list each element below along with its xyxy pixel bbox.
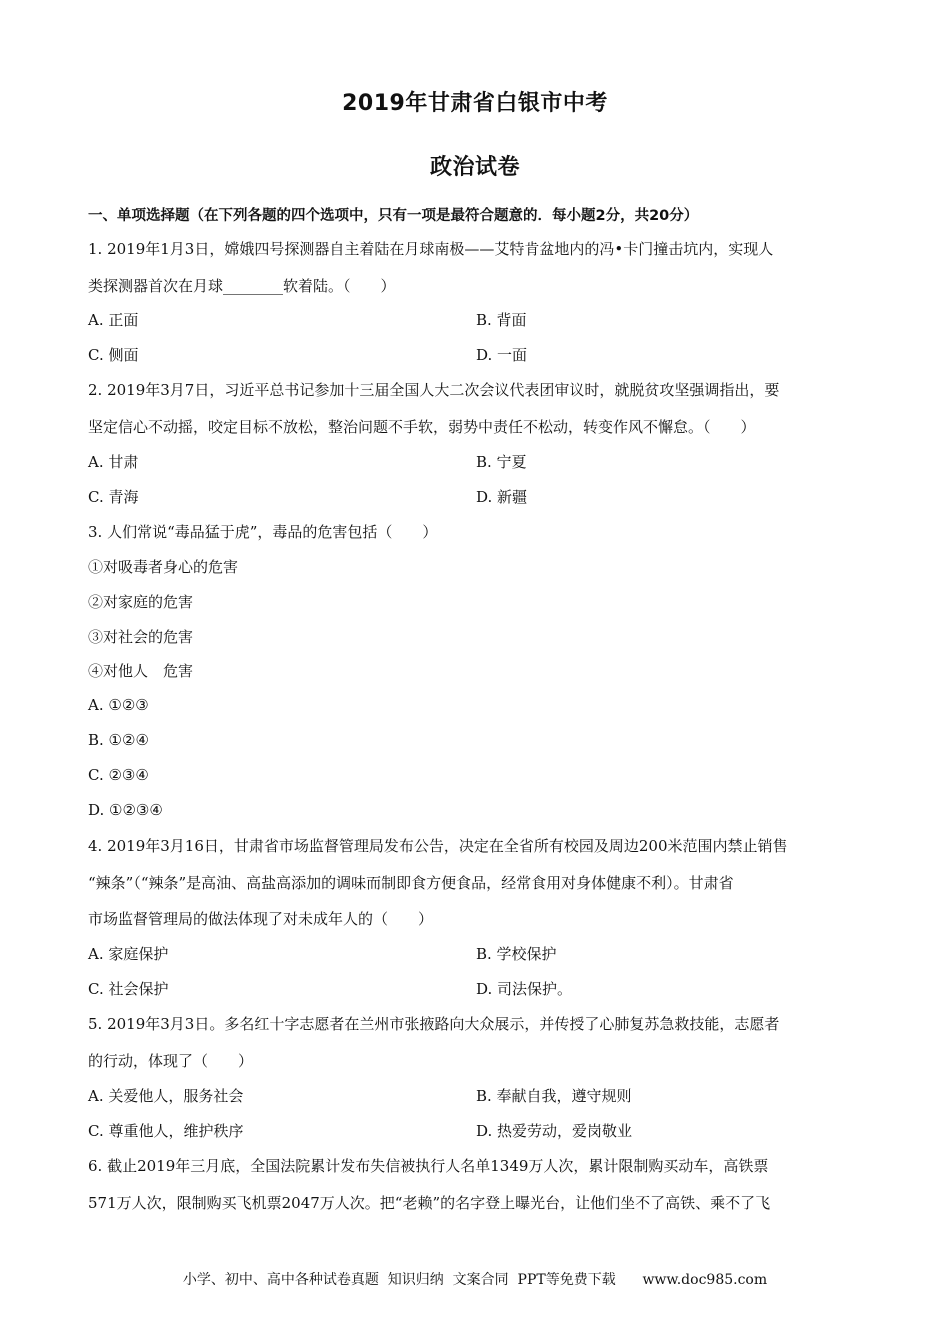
q4-text-line1: 4. 2019年3月16日，甘肃省市场监督管理局发布公告，决定在全省所有校园及周边200米范围内禁止销售 [88, 837, 788, 855]
q5-text-line1: 5. 2019年3月3日。多名红十字志愿者在兰州市张掖路向大众展示，并传授了心肺复苏急救技能，志愿者 [88, 1015, 780, 1033]
q6-text-line1: 6. 截止2019年三月底，全国法院累计发布失信被执行人名单1349万人次，累计限制购买动车，高铁票 [88, 1157, 769, 1175]
q3-item-1: ①对吸毒者身心的危害 [88, 558, 239, 576]
section-heading: 一、单项选择题（在下列各题的四个选项中，只有一项是最符合题意的．每小题2分，共20分） [88, 208, 699, 224]
q3-option-b: B. ①②④ [88, 731, 149, 749]
q3-text-line1: 3. 人们常说“毒品猛于虎”，毒品的危害包括（ ） [88, 523, 438, 541]
page-footer: 小学、初中、高中各种试卷真题 知识归纳 文案合同 PPT等免费下载 www.doc985.com [182, 1272, 768, 1288]
q4-option-b: B. 学校保护 [476, 945, 557, 963]
q2-option-b: B. 宁夏 [476, 453, 527, 471]
q1-option-a: A. 正面 [88, 311, 139, 329]
q3-option-a: A. ①②③ [88, 696, 149, 714]
q3-item-3: ③对社会的危害 [88, 628, 194, 646]
q4-option-c: C. 社会保护 [88, 980, 169, 998]
q1-option-b: B. 背面 [476, 311, 527, 329]
q4-text-line3: 市场监督管理局的做法体现了对未成年人的（ ） [88, 910, 434, 928]
q2-option-d: D. 新疆 [476, 488, 528, 506]
q3-option-d: D. ①②③④ [88, 801, 163, 819]
q2-option-a: A. 甘肃 [88, 453, 139, 471]
q5-option-c: C. 尊重他人，维护秩序 [88, 1122, 244, 1140]
q2-option-c: C. 青海 [88, 488, 139, 506]
q5-option-b: B. 奉献自我，遵守规则 [476, 1087, 632, 1105]
q3-item-4: ④对他人 危害 [88, 662, 194, 680]
q1-text-line1: 1. 2019年1月3日，嫦娥四号探测器自主着陆在月球南极——艾特肯盆地内的冯•卡门撞击坑内，实现人 [88, 240, 774, 258]
q3-item-2: ②对家庭的危害 [88, 593, 194, 611]
q1-option-c: C. 侧面 [88, 346, 139, 364]
page-title: 2019年甘肃省白银市中考 [342, 91, 608, 116]
q5-option-a: A. 关爱他人，服务社会 [88, 1087, 244, 1105]
q3-option-c: C. ②③④ [88, 766, 149, 784]
q5-text-line2: 的行动，体现了（ ） [88, 1052, 254, 1070]
q4-option-a: A. 家庭保护 [88, 945, 169, 963]
q1-text-line2: 类探测器首次在月球________软着陆。（ ） [88, 277, 396, 295]
page-subtitle: 政治试卷 [429, 155, 520, 180]
q2-text-line1: 2. 2019年3月7日，习近平总书记参加十三届全国人大二次会议代表团审议时，就脱贫攻坚强调指出，要 [88, 381, 780, 399]
q4-text-line2: “辣条”（“辣条”是高油、高盐高添加的调味而制即食方便食品，经常食用对身体健康不利）。甘肃省 [88, 874, 734, 892]
q4-option-d: D. 司法保护。 [476, 980, 573, 998]
q1-option-d: D. 一面 [476, 346, 528, 364]
q5-option-d: D. 热爱劳动，爱岗敬业 [476, 1122, 633, 1140]
q6-text-line2: 571万人次，限制购买飞机票2047万人次。把“老赖”的名字登上曝光台，让他们坐不了高铁、乘不了飞 [88, 1194, 771, 1212]
q2-text-line2: 坚定信心不动摇，咬定目标不放松，整治问题不手软，弱势中责任不松动，转变作风不懈怠。（ ） [88, 418, 756, 436]
